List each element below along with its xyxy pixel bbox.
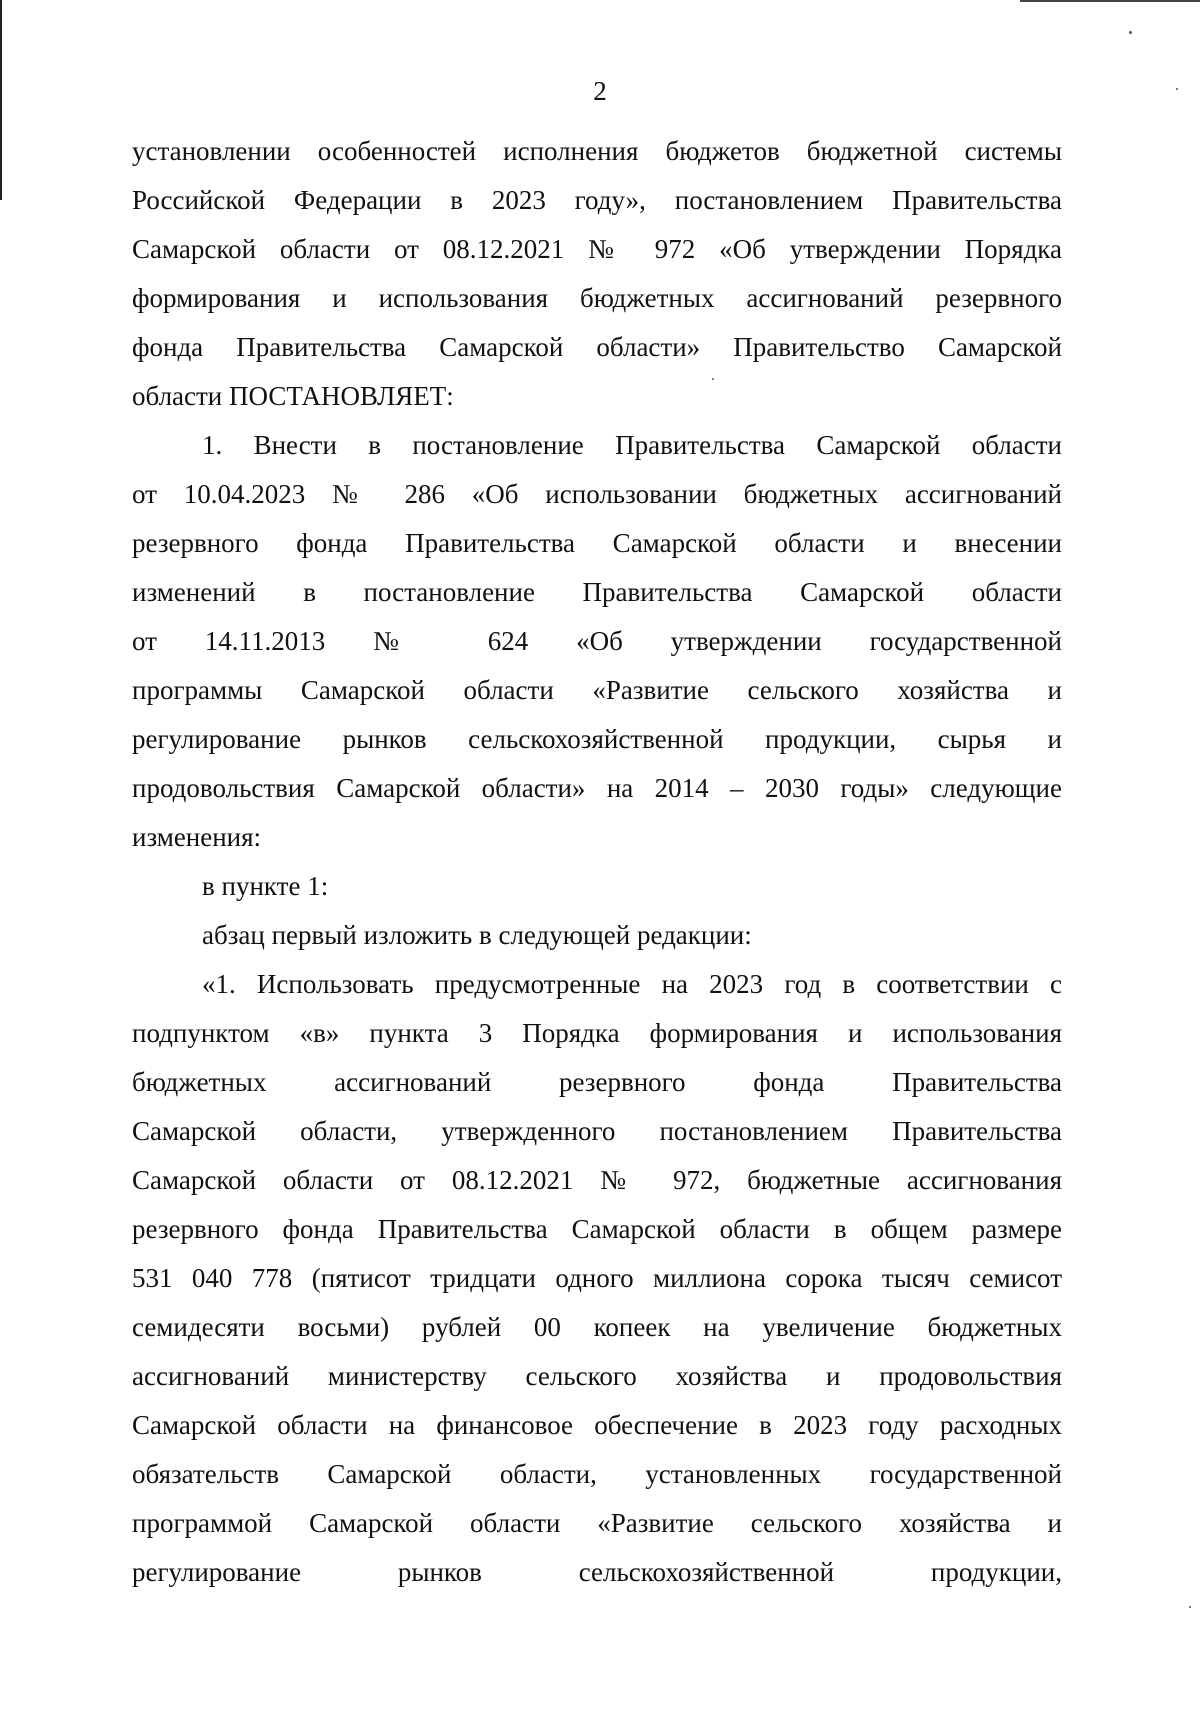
text-line: Самарской области от 08.12.2021 № 972 «Об утверждении Порядка [132, 234, 1062, 264]
text-line: подпунктом «в» пункта 3 Порядка формирования и использования [132, 1018, 1062, 1048]
scan-edge-top [1020, 0, 1200, 2]
scan-speck [712, 378, 714, 380]
text-line: абзац первый изложить в следующей редакции: [202, 920, 752, 950]
text-line: фонда Правительства Самарской области» Правительство Самарской [132, 332, 1062, 362]
text-line: обязательств Самарской области, установленных государственной [132, 1459, 1062, 1489]
text-line: изменений в постановление Правительства Самарской области [132, 577, 1062, 607]
scan-speck [1129, 31, 1132, 34]
text-line: Самарской области, утвержденного постановлением Правительства [132, 1116, 1062, 1146]
page-number: 2 [593, 76, 607, 106]
text-line: в пункте 1: [202, 871, 329, 901]
text-line: формирования и использования бюджетных ассигнований резервного [132, 283, 1062, 313]
text-line: области ПОСТАНОВЛЯЕТ: [132, 381, 454, 411]
text-line: семидесяти восьми) рублей 00 копеек на увеличение бюджетных [132, 1312, 1062, 1342]
text-line: установлении особенностей исполнения бюджетов бюджетной системы [132, 136, 1062, 166]
text-line: программы Самарской области «Развитие сельского хозяйства и [132, 675, 1062, 705]
text-line: Самарской области на финансовое обеспечение в 2023 году расходных [132, 1410, 1062, 1440]
scan-speck [1176, 88, 1178, 90]
text-line: резервного фонда Правительства Самарской области в общем размере [132, 1214, 1062, 1244]
text-line: программой Самарской области «Развитие сельского хозяйства и [132, 1508, 1062, 1538]
document-body [132, 127, 1062, 1597]
text-line: резервного фонда Правительства Самарской области и внесении [132, 528, 1062, 558]
text-line: продовольствия Самарской области» на 2014 – 2030 годы» следующие [132, 773, 1062, 803]
text-line: 1. Внести в постановление Правительства Самарской области [202, 430, 1062, 460]
scan-speck [1189, 1606, 1191, 1608]
text-line: изменения: [132, 822, 262, 852]
text-line: бюджетных ассигнований резервного фонда Правительства [132, 1067, 1062, 1097]
text-line: «1. Использовать предусмотренные на 2023 год в соответствии с [202, 969, 1062, 999]
text-line: Самарской области от 08.12.2021 № 972, бюджетные ассигнования [132, 1165, 1062, 1195]
text-line: ассигнований министерству сельского хозяйства и продовольствия [132, 1361, 1062, 1391]
text-line: от 10.04.2023 № 286 «Об использовании бюджетных ассигнований [132, 479, 1062, 509]
text-line: от 14.11.2013 № 624 «Об утверждении государственной [132, 626, 1062, 656]
text-line: регулирование рынков сельскохозяйственной продукции, сырья и [132, 724, 1062, 754]
text-line: 531 040 778 (пятисот тридцати одного миллиона сорока тысяч семисот [132, 1263, 1062, 1293]
text-line: Российской Федерации в 2023 году», постановлением Правительства [132, 185, 1062, 215]
text-line: регулирование рынков сельскохозяйственной продукции, [132, 1557, 1062, 1587]
